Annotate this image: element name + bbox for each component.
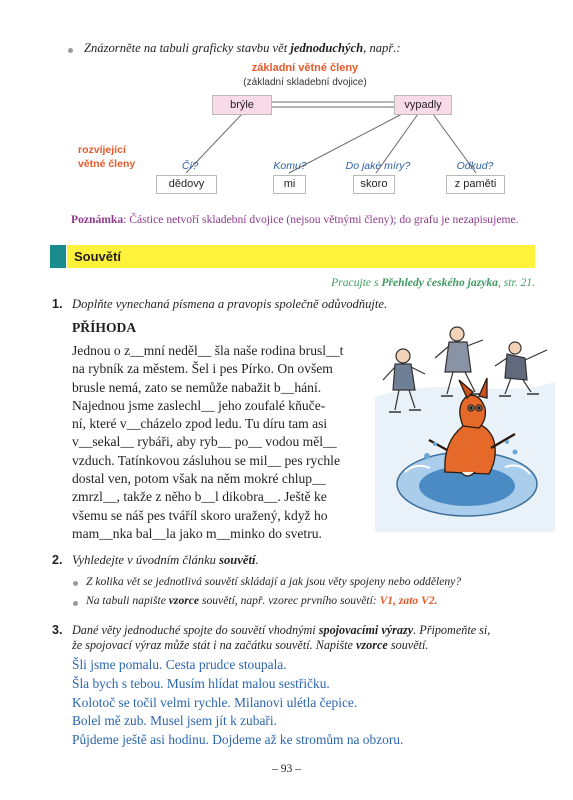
ex2-instruction-pre: Vyhledejte v úvodním článku: [72, 553, 220, 567]
story-title: PŘÍHODA: [72, 320, 137, 335]
story-line: dostal ven, potom však na něm mokré chlup__: [72, 471, 326, 487]
diagram-title: základní větné členy: [251, 62, 359, 74]
reference: [300, 276, 535, 289]
exercise-instruction: [72, 553, 259, 568]
story-line: všemu se náš pes tváříl skoro uražený, když ho: [72, 507, 328, 523]
ex3-line1-pre: Dané věty jednoduché spojte do souvětí vhodnými: [72, 623, 319, 637]
bullet-icon: [73, 581, 78, 586]
sentence-line: Bolel mě zub. Musel jsem jít k zubaři.: [72, 713, 277, 729]
answer-box: skoro: [353, 175, 395, 194]
note-text: : Částice netvoří skladební dvojice (nejsou větnými členy); do grafu je nezapisujeme.: [123, 213, 519, 226]
skating-dog-illustration: [375, 322, 555, 532]
intro-text-pre: Znázorněte na tabuli graficky stavbu vět: [84, 41, 291, 55]
ex2-bullet-1: Z kolika vět se jednotlivá souvětí skládají a jak jsou věty spojeny nebo odděleny?: [86, 575, 462, 588]
ex2-bullet-2: [86, 594, 438, 607]
predicate-box: vypadly: [394, 95, 452, 115]
question-label: Odkud?: [456, 160, 494, 172]
ex2-formula: V1, zato V2.: [379, 594, 438, 607]
side-label-2: větné členy: [78, 158, 136, 170]
story-line: Najednou jsme zaslechl__ jeho zoufalé kňuče-: [72, 397, 326, 413]
intro-text-bold: jednoduchých: [290, 41, 364, 55]
diagram-subtitle: (základní skladební dvojice): [243, 77, 367, 88]
story-line: ní, které v__cházelo zpod ledu. Tu díru tam asi: [72, 416, 328, 432]
answer-box: z paměti: [446, 175, 505, 194]
subject-box: brýle: [212, 95, 272, 115]
reference-post: , str. 21.: [497, 276, 535, 289]
ex3-line2-pre: že spojovací výraz může stát i na začátku souvětí. Napište: [72, 638, 356, 652]
question-label: Čí?: [181, 160, 199, 172]
side-label-1: rozvíjející: [78, 144, 126, 156]
ex2-bullet-2-bold: vzorce: [168, 594, 200, 607]
exercise-number: 3.: [52, 623, 63, 637]
ex3-line1-post: . Připomeňte si,: [413, 623, 491, 637]
bullet-icon: [73, 601, 78, 606]
intro-text-post: , např.:: [363, 41, 401, 55]
question-label: Do jaké míry?: [345, 160, 411, 172]
reference-bold: Přehledy českého jazyka: [381, 276, 498, 289]
section-bar: [67, 245, 535, 268]
exercise-number: 2.: [52, 553, 63, 567]
ex3-instruction-line-2: [72, 638, 428, 653]
ex3-sentences: [72, 656, 542, 750]
story-line: brusle nemá, zato se nemůže nabažit b__hání.: [72, 379, 322, 395]
ex3-line2-bold: vzorce: [356, 638, 388, 652]
sentence-line: Půjdeme ještě asi hodinu. Dojdeme až ke stromům na obzoru.: [72, 732, 404, 748]
question-label: Komu?: [273, 160, 307, 172]
reference-pre: Pracujte s: [331, 276, 382, 289]
exercise-instruction: Doplňte vynechaná písmena a pravopis společně odůvodňujte.: [72, 297, 388, 311]
note: [71, 213, 541, 226]
ex2-bullet-2-pre: Na tabuli napište: [86, 594, 169, 607]
section-title: Souvětí: [74, 249, 121, 264]
ex2-instruction-bold: souvětí: [219, 553, 256, 567]
section-accent: [50, 245, 66, 268]
story-line: v__sekal__ rybáři, aby ryb__ po__ vodou měl__: [72, 434, 337, 450]
story-line: vzduch. Tatínkovou zásluhou se mil__ pes rychle: [72, 452, 340, 468]
sentence-line: Šla bych s tebou. Musím hlídat malou sestřičku.: [72, 675, 330, 691]
story-line: Jednou o z__mní neděl__ šla naše rodina brusl__t: [72, 343, 344, 358]
ex2-instruction-post: .: [255, 553, 259, 567]
answer-box: mi: [273, 175, 306, 194]
story-text: [72, 342, 358, 543]
ex2-bullet-2-mid: souvětí, např. vzorec prvního souvětí:: [199, 594, 380, 607]
sentence-line: Šli jsme pomalu. Cesta prudce stoupala.: [72, 657, 287, 672]
sentence-line: Kolotoč se točil velmi rychle. Milanovi ulétla čepice.: [72, 694, 358, 710]
ex3-line1-bold: spojovacími výrazy: [318, 623, 414, 637]
exercise-number: 1.: [52, 297, 63, 311]
story-line: zmrzl__, takže z něho b__l dikobra__. Ještě ke: [72, 489, 327, 505]
answer-box: dědovy: [156, 175, 217, 194]
story-line: mam__nka bal__la jako m__minko do svetru.: [72, 525, 322, 541]
page-number: – 93 –: [272, 762, 301, 775]
story-line: na rybník za městem. Šel i pes Pírko. On ovšem: [72, 361, 333, 377]
ex3-line2-post: souvětí.: [387, 638, 429, 652]
note-label: Poznámka: [71, 213, 124, 226]
ex3-instruction-line-1: [72, 623, 490, 638]
